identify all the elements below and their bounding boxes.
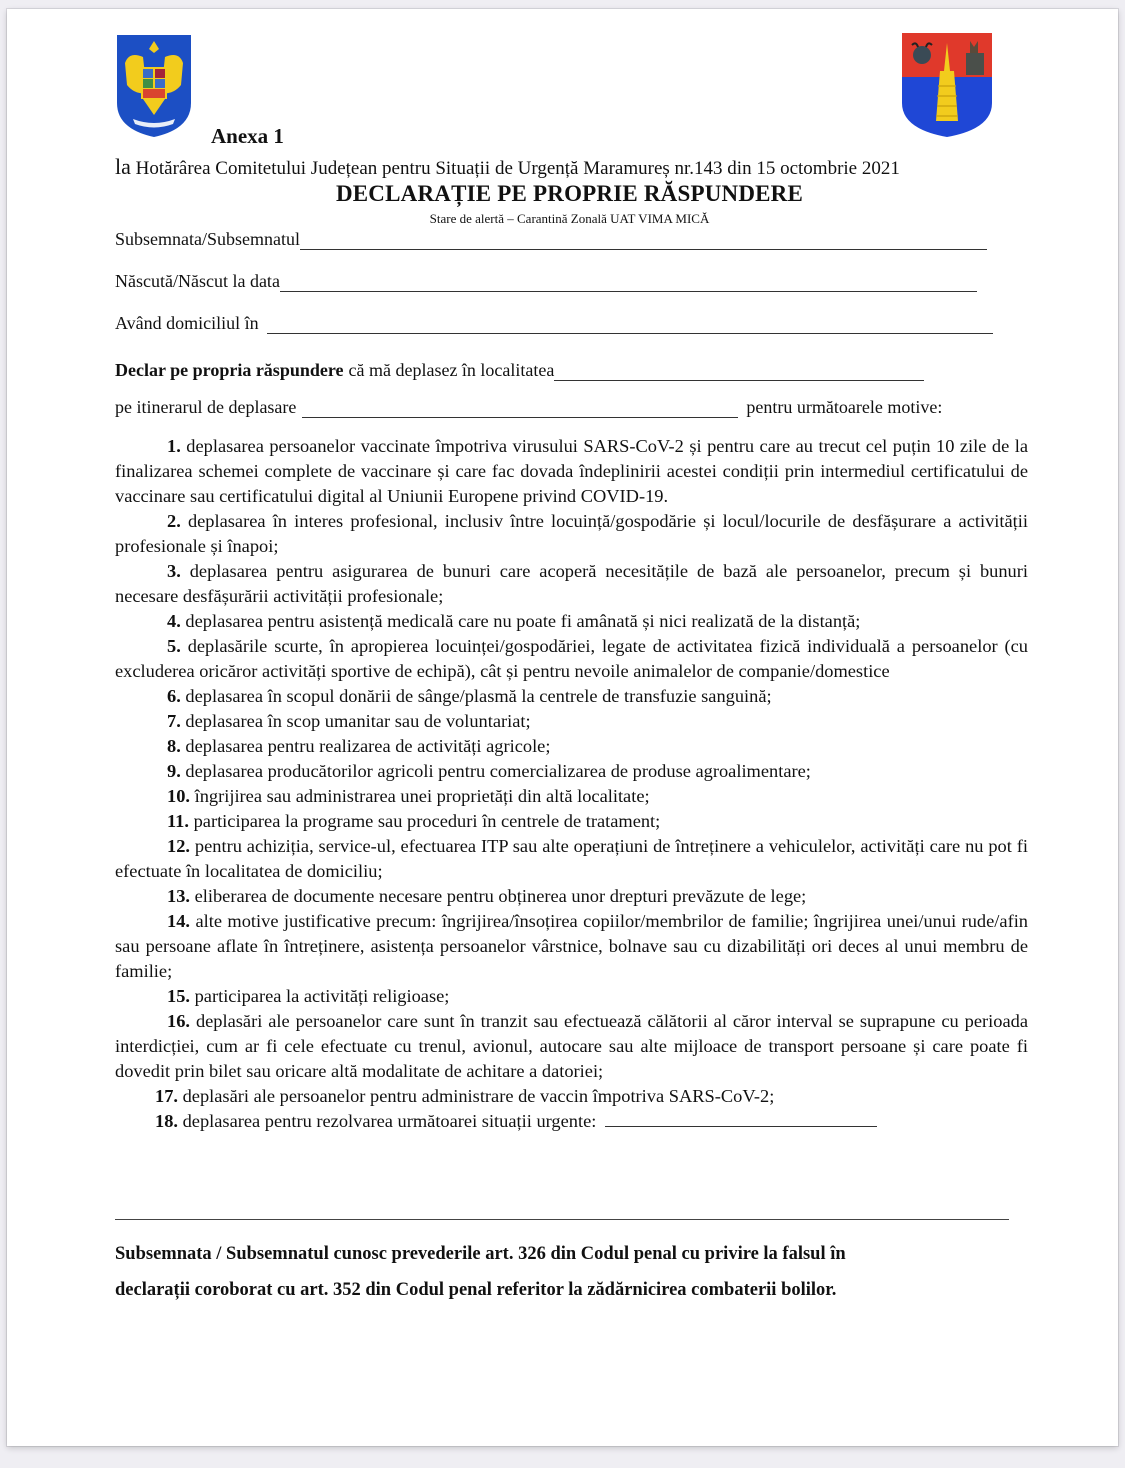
- name-label: Subsemnata/Subsemnatul: [115, 229, 300, 249]
- motive-item: 15. participarea la activități religioase;: [167, 986, 450, 1006]
- birth-label: Născută/Născut la data: [115, 271, 280, 291]
- declaration-row: [115, 360, 924, 381]
- motive-item: 2. deplasarea în interes profesional, inclusiv între locuință/gospodărie și locul/locurile de desfășurare a activității profesionale și înapoi;: [115, 511, 1028, 556]
- motive-item: 16. deplasări ale persoanelor care sunt în tranzit sau efectuează călătorii al căror interval se suprapune cu perioada interdicției, cum ar fi cele efectuate cu trenul, avionul, autocare sau alte mijloace de transport persoane și care poate fi dovedit prin bilet sau oricare altă modalitate de achitare a datoriei;: [115, 1011, 1028, 1081]
- motive-item: 4. deplasarea pentru asistență medicală care nu poate fi amânată și nici realizată de la distanță;: [167, 611, 861, 631]
- separator-line: [115, 1219, 1009, 1220]
- motive-item: 18. deplasarea pentru rezolvarea următoarei situații urgente:: [115, 1109, 1028, 1134]
- declar-rest: că mă deplasez în localitatea: [348, 360, 555, 380]
- subtitle-prefix: la: [115, 154, 131, 179]
- motive-item: 1. deplasarea persoanelor vaccinate împotriva virusului SARS-CoV-2 și pentru care au trecut cel puțin 10 zile de la finalizarea schemei complete de vaccinare și care fac dovada îndeplinirii acestei condiții prin intermediul certificatului de vaccinare sau certificatului digital al Uniunii Europene privind COVID-19.: [115, 436, 1028, 506]
- address-input[interactable]: [267, 317, 993, 334]
- subtitle-text: Hotărârea Comitetului Județean pentru Situații de Urgență Maramureș nr.143 din 15 octombrie 2021: [135, 158, 900, 179]
- motives-list: [115, 434, 1028, 1134]
- motives-label: pentru următoarele motive:: [746, 397, 943, 417]
- birth-field-row: [115, 271, 977, 292]
- annex-label: Anexa 1: [211, 124, 284, 148]
- itinerary-input[interactable]: [302, 401, 738, 418]
- motive-item: 17. deplasări ale persoanelor pentru administrare de vaccin împotriva SARS-CoV-2;: [155, 1086, 775, 1106]
- legal-notice: [115, 1236, 1015, 1308]
- motive-item: 6. deplasarea în scopul donării de sânge/plasmă la centrele de transfuzie sanguină;: [167, 686, 772, 706]
- motive-item: 9. deplasarea producătorilor agricoli pentru comercializarea de produse agroalimentare;: [167, 761, 811, 781]
- motive-item: 8. deplasarea pentru realizarea de activități agricole;: [167, 736, 551, 756]
- decision-reference: [115, 154, 1025, 180]
- motive-item: 5. deplasările scurte, în apropierea locuinței/gospodăriei, legate de activitatea fizică individuală a persoanelor (cu excluderea oricăror activități sportive de echipă), cât și pentru nevoile animalelor de companie/domestice: [115, 636, 1028, 681]
- motive-item: 3. deplasarea pentru asigurarea de bunuri care acoperă necesitățile de bază ale persoanelor, precum și bunuri necesare desfășurării activității profesionale;: [115, 561, 1028, 606]
- romania-coat-of-arms-icon: [115, 33, 193, 139]
- page-subtitle: Stare de alertă – Carantină Zonală UAT VIMA MICĂ: [429, 211, 710, 226]
- legal-notice-line-1: Subsemnata / Subsemnatul cunosc prevederile art. 326 din Codul penal cu privire la falsul în: [115, 1244, 846, 1264]
- document-page: [7, 9, 1118, 1446]
- address-label: Având domiciliul în: [115, 313, 259, 333]
- maramures-county-coat-of-arms-icon: [900, 31, 994, 139]
- motive-item: 13. eliberarea de documente necesare pentru obținerea unor drepturi prevăzute de lege;: [167, 886, 807, 906]
- motive-item: 11. participarea la programe sau proceduri în centrele de tratament;: [167, 811, 661, 831]
- address-field-row: [115, 313, 993, 334]
- locality-input[interactable]: [554, 364, 924, 381]
- name-input[interactable]: [300, 233, 987, 250]
- motive-item: 10. îngrijirea sau administrarea unei proprietăți din altă localitate;: [167, 786, 650, 806]
- legal-notice-line-2: declarații coroborat cu art. 352 din Codul penal referitor la zădărnicirea combaterii bolilor.: [115, 1280, 837, 1300]
- birth-date-input[interactable]: [280, 275, 977, 292]
- name-field-row: [115, 229, 987, 250]
- itinerary-row: [115, 397, 942, 418]
- urgent-situation-input[interactable]: [605, 1110, 877, 1127]
- motive-item: 12. pentru achiziția, service-ul, efectuarea ITP sau alte operațiuni de întreținere a vehiculelor, activități care nu pot fi efectuate în localitatea de domiciliu;: [115, 836, 1028, 881]
- page-title: DECLARAȚIE PE PROPRIE RĂSPUNDERE: [335, 181, 804, 206]
- itinerary-label: pe itinerarul de deplasare: [115, 397, 297, 417]
- declar-bold: Declar pe propria răspundere: [115, 360, 344, 380]
- motive-item: 14. alte motive justificative precum: îngrijirea/însoțirea copiilor/membrilor de familie; îngrijirea unei/unui rude/afin sau persoane aflate în întreținere, asistența persoanelor vârstnice, bolnave sau cu dizabilități ori deces al unui membru de familie;: [115, 911, 1028, 981]
- motive-item: 7. deplasarea în scop umanitar sau de voluntariat;: [167, 711, 531, 731]
